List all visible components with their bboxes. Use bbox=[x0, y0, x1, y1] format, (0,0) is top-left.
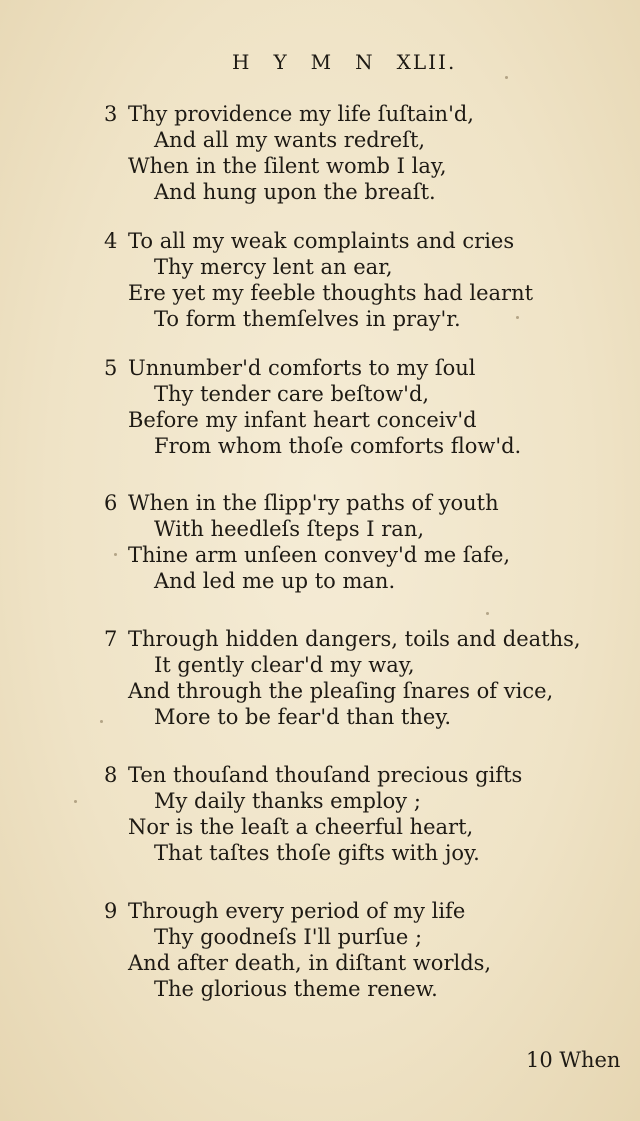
verse-line: Ten thouſand thouſand precious gifts bbox=[128, 763, 523, 787]
stanza-number: 6 bbox=[104, 491, 118, 515]
verse-line: With heedleſs ſteps I ran, bbox=[154, 517, 425, 541]
stanza-number: 4 bbox=[104, 229, 118, 253]
verse-line: The glorious theme renew. bbox=[154, 977, 438, 1001]
header-letter-n: N bbox=[355, 50, 375, 74]
verse-line: When in the ſilent womb I lay, bbox=[128, 154, 447, 178]
stanza-3 bbox=[104, 101, 474, 205]
stanza-9 bbox=[104, 898, 491, 1002]
verse-line: Nor is the leaſt a cheerful heart, bbox=[128, 815, 474, 839]
verse-line: Thy mercy lent an ear, bbox=[154, 255, 393, 279]
verse-line: And through the pleaſing ſnares of vice, bbox=[128, 679, 554, 703]
header-letter-m: M bbox=[310, 50, 334, 74]
verse-line: Thy tender care beſtow'd, bbox=[154, 382, 430, 406]
paper-speck bbox=[74, 800, 77, 803]
verse-line: Unnumber'd comforts to my ſoul bbox=[128, 356, 476, 380]
hymn-header bbox=[232, 50, 456, 74]
stanza-number: 8 bbox=[104, 763, 118, 787]
stanza-4 bbox=[104, 228, 533, 332]
verse-line: It gently clear'd my way, bbox=[154, 653, 415, 677]
catchword: 10 When bbox=[526, 1048, 621, 1072]
verse-line: And after death, in diſtant worlds, bbox=[128, 951, 492, 975]
verse-line: Thine arm unſeen convey'd me ſafe, bbox=[128, 543, 511, 567]
header-letter-h: H bbox=[232, 50, 252, 74]
stanza-number: 7 bbox=[104, 627, 118, 651]
stanza-8 bbox=[104, 762, 522, 866]
verse-line: Thy goodneſs I'll purſue ; bbox=[154, 925, 423, 949]
stanza-7 bbox=[104, 626, 581, 730]
paper-speck bbox=[100, 720, 103, 723]
verse-line: Before my infant heart conceiv'd bbox=[128, 408, 477, 432]
verse-line: To form themſelves in pray'r. bbox=[154, 307, 461, 331]
verse-line: And led me up to man. bbox=[154, 569, 396, 593]
stanza-5 bbox=[104, 355, 521, 459]
verse-line: When in the ſlipp'ry paths of youth bbox=[128, 491, 499, 515]
stanza-6 bbox=[104, 490, 510, 594]
verse-line: Ere yet my feeble thoughts had learnt bbox=[128, 281, 534, 305]
verse-line: Through hidden dangers, toils and deaths, bbox=[128, 627, 581, 651]
paper-speck bbox=[114, 553, 117, 556]
paper-speck bbox=[486, 612, 489, 615]
header-hymn-number: XLII. bbox=[396, 50, 457, 74]
verse-line: That taſtes thoſe gifts with joy. bbox=[154, 841, 480, 865]
stanza-number: 3 bbox=[104, 102, 118, 126]
verse-line: To all my weak complaints and cries bbox=[128, 229, 515, 253]
verse-line: My daily thanks employ ; bbox=[154, 789, 421, 813]
verse-line: And all my wants redreſt, bbox=[154, 128, 426, 152]
stanza-number: 5 bbox=[104, 356, 118, 380]
header-letter-y: Y bbox=[273, 50, 289, 74]
paper-speck bbox=[516, 316, 519, 319]
verse-line: And hung upon the breaſt. bbox=[154, 180, 436, 204]
verse-line: Thy providence my life ſuſtain'd, bbox=[128, 102, 474, 126]
verse-line: From whom thoſe comforts flow'd. bbox=[154, 434, 522, 458]
verse-line: Through every period of my life bbox=[128, 899, 466, 923]
stanza-number: 9 bbox=[104, 899, 118, 923]
paper-speck bbox=[505, 76, 508, 79]
verse-line: More to be fear'd than they. bbox=[154, 705, 452, 729]
